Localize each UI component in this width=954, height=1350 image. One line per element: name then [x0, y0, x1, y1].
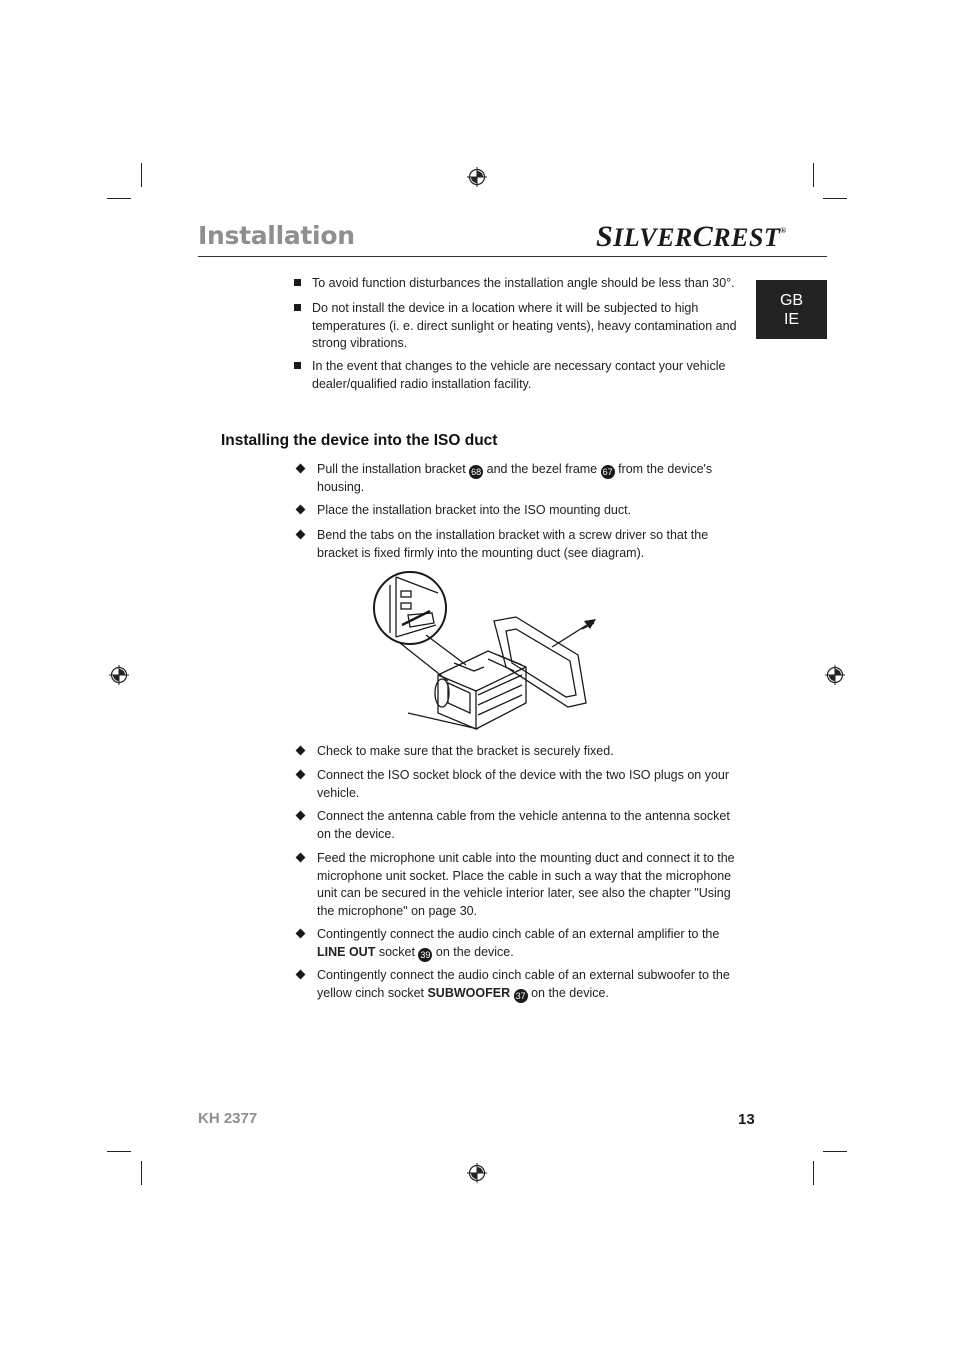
- crop-mark: [107, 1151, 131, 1152]
- model-number: KH 2377: [198, 1110, 258, 1127]
- step-text: Contingently connect the audio cinch cable of an external amplifier to the: [317, 927, 720, 941]
- section-heading: Installing the device into the ISO duct: [221, 432, 498, 449]
- step-item: Bend the tabs on the installation bracket with a screw driver so that the bracket is fixed firmly into the mounting duct (see diagram).: [317, 528, 709, 560]
- registered-mark: ®: [780, 226, 787, 235]
- step-item: Connect the antenna cable from the vehicle antenna to the antenna socket on the device.: [317, 809, 730, 841]
- language-tab: [756, 280, 827, 339]
- part-number-badge: 37: [515, 990, 526, 1001]
- crop-mark: [813, 1161, 814, 1185]
- socket-label: LINE OUT: [317, 944, 376, 959]
- socket-label: SUBWOOFER: [427, 985, 511, 1000]
- page-title: Installation: [198, 221, 355, 250]
- crop-mark: [813, 163, 814, 187]
- step-item: Feed the microphone unit cable into the mounting duct and connect it to the microphone unit socket. Place the cable in such a way that the microphone unit can be secured in the vehicle interior later, see also the chapter "Using the microphone" on page 30.: [317, 851, 735, 918]
- registration-mark-icon: [108, 664, 130, 686]
- installation-diagram: [338, 563, 623, 735]
- note-item: In the event that changes to the vehicle are necessary contact your vehicle dealer/qualified radio installation facility.: [312, 359, 726, 391]
- crop-mark: [141, 163, 142, 187]
- step-text: on the device.: [527, 985, 609, 1000]
- crop-mark: [141, 1161, 142, 1185]
- step-text: Contingently connect the audio cinch cable of an external subwoofer to the yellow cinch socket: [317, 968, 730, 1000]
- diamond-bullet-icon: [296, 505, 306, 515]
- square-bullet-icon: [294, 304, 301, 311]
- crop-mark: [823, 198, 847, 199]
- brand-part: ILVER: [613, 223, 693, 252]
- step-text: and the bezel frame: [483, 462, 601, 476]
- note-item: To avoid function disturbances the installation angle should be less than 30°.: [312, 276, 735, 290]
- part-number-badge: 67: [602, 467, 613, 477]
- diamond-bullet-icon: [296, 464, 306, 474]
- language-code: IE: [783, 311, 800, 328]
- square-bullet-icon: [294, 362, 301, 369]
- diamond-bullet-icon: [296, 811, 306, 821]
- diamond-bullet-icon: [296, 853, 306, 863]
- diamond-bullet-icon: [296, 970, 306, 980]
- brand-part: REST: [713, 223, 781, 252]
- step-text: from the device's housing.: [317, 462, 713, 494]
- step-text: socket: [375, 944, 419, 959]
- step-text: on the device.: [432, 944, 514, 959]
- diamond-bullet-icon: [296, 770, 306, 780]
- diamond-bullet-icon: [296, 530, 306, 540]
- registration-mark-icon: [466, 1162, 488, 1184]
- brand-initial: C: [692, 220, 714, 253]
- note-item: Do not install the device in a location where it will be subjected to high temperatures (i. e. direct sunlight or heating vents), heavy contamination and strong vibrations.: [312, 301, 737, 350]
- part-number-badge: 68: [471, 467, 482, 477]
- diamond-bullet-icon: [296, 746, 306, 756]
- square-bullet-icon: [294, 279, 301, 286]
- registration-mark-icon: [824, 664, 846, 686]
- step-item: Place the installation bracket into the ISO mounting duct.: [317, 503, 632, 517]
- step-item: Check to make sure that the bracket is securely fixed.: [317, 744, 614, 758]
- step-item: [317, 461, 727, 497]
- registration-mark-icon: [466, 166, 488, 188]
- step-item: Connect the ISO socket block of the device with the two ISO plugs on your vehicle.: [317, 768, 730, 800]
- step-text: [510, 986, 513, 1000]
- header-rule: [198, 256, 827, 257]
- step-text: Pull the installation bracket: [317, 462, 470, 476]
- page-number: 13: [738, 1111, 755, 1128]
- brand-logo: [596, 220, 787, 254]
- part-number-badge: 39: [420, 949, 431, 960]
- diamond-bullet-icon: [296, 929, 306, 939]
- step-item: [317, 926, 735, 962]
- language-code: GB: [779, 292, 804, 309]
- brand-initial: S: [596, 220, 614, 253]
- step-item: [317, 967, 735, 1003]
- crop-mark: [107, 198, 131, 199]
- crop-mark: [823, 1151, 847, 1152]
